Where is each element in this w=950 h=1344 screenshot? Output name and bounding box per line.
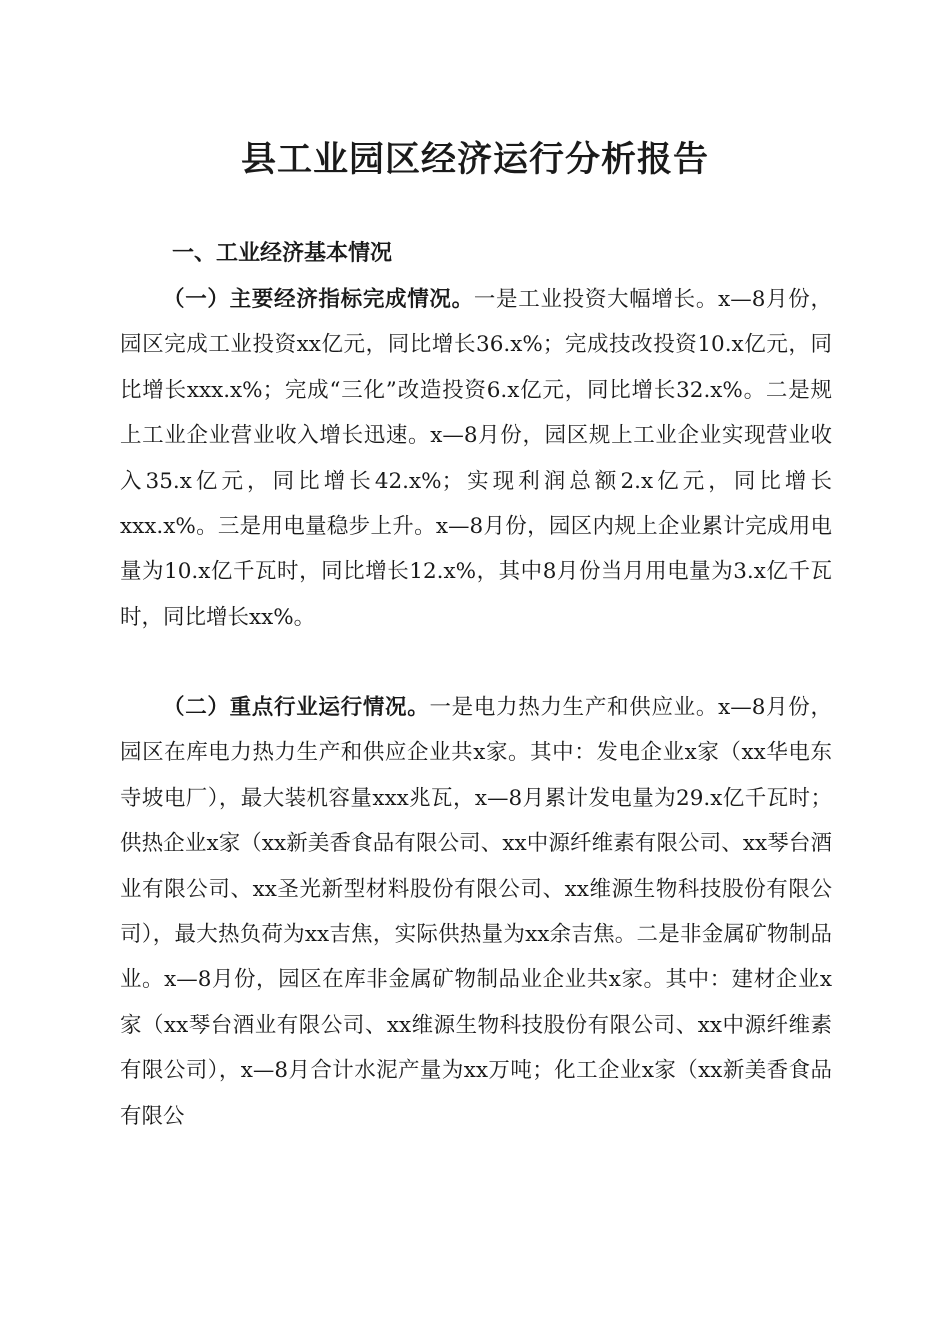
paragraph-key-industries [120, 685, 832, 1139]
paragraph-body: 一是工业投资大幅增长。x—8月份，园区完成工业投资xx亿元，同比增长36.x%；完成技改投资10.x亿元，同比增长xxx.x%；完成“三化”改造投资6.x亿元，同比增长32.x%。二是规上工业企业营业收入增长迅速。x—8月份，园区规上工业企业实现营业收入35.x亿元，同比增长42.x%；实现利润总额2.x亿元，同比增长xxx.x%。三是用电量稳步上升。x—8月份，园区内规上企业累计完成用电量为10.x亿千瓦时，同比增长12.x%，其中8月份当月用电量为3.x亿千瓦时，同比增长xx%。 [120, 287, 832, 630]
document-title: 县工业园区经济运行分析报告 [240, 139, 709, 180]
paragraph-main-indicators [120, 277, 832, 640]
paragraph-lead: （二）重点行业运行情况。 [163, 695, 430, 720]
section-heading: 一、工业经济基本情况 [172, 241, 393, 266]
paragraph-lead: （一）主要经济指标完成情况。 [163, 287, 474, 312]
paragraph-body: 一是电力热力生产和供应业。x—8月份，园区在库电力热力生产和供应企业共x家。其中：发电企业x家（xx华电东寺坡电厂），最大装机容量xxx兆瓦，x—8月累计发电量为29.x亿千瓦时；供热企业x家（xx新美香食品有限公司、xx中源纤维素有限公司、xx琴台酒业有限公司、xx圣光新型材料股份有限公司、xx维源生物科技股份有限公司），最大热负荷为xx吉焦，实际供热量为xx余吉焦。二是非金属矿物制品业。x—8月份，园区在库非金属矿物制品业企业共x家。其中：建材企业x家（xx琴台酒业有限公司、xx维源生物科技股份有限公司、xx中源纤维素有限公司），x—8月合计水泥产量为xx万吨；化工企业x家（xx新美香食品有限公 [120, 695, 832, 1129]
